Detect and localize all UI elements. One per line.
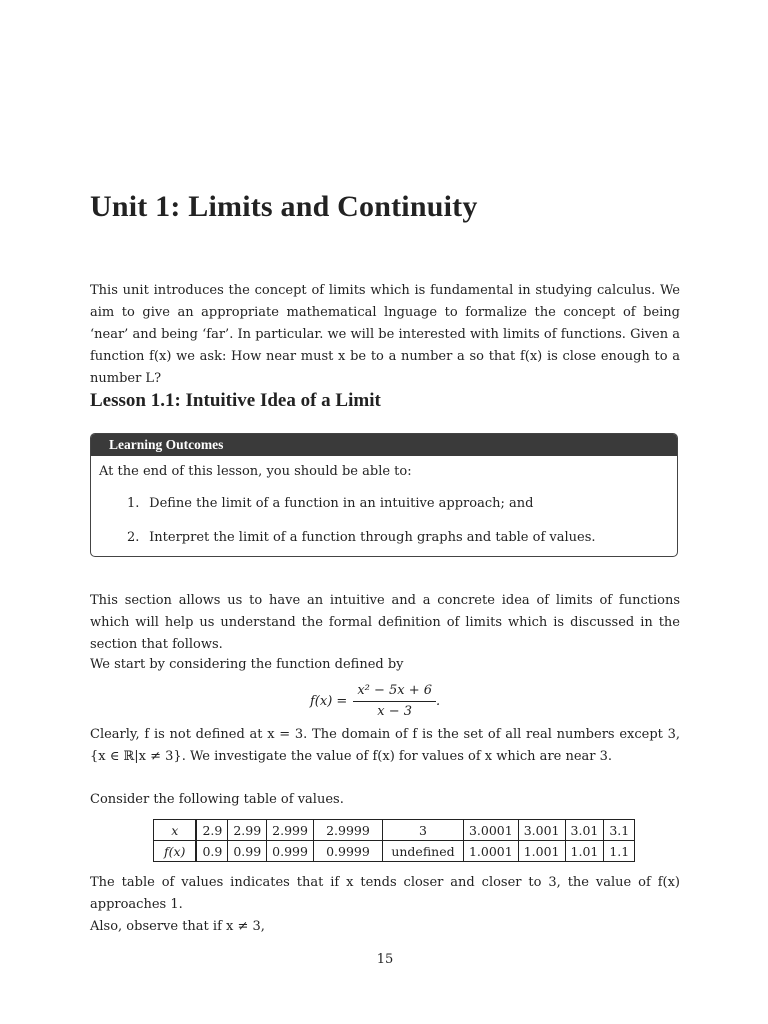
table-cell: 2.999: [267, 820, 314, 841]
table-cell: 3.01: [565, 820, 604, 841]
table-cell: 3.0001: [463, 820, 518, 841]
clearly-paragraph: Clearly, f is not defined at x = 3. The domain of f is the set of all real numbers except 3, {x ∈ ℝ|x ≠ 3}. We investigate the value of f(x) for values of x which are near 3.: [90, 727, 680, 764]
formula-fraction: [353, 683, 436, 720]
formula-end: .: [436, 694, 441, 709]
table-cell: 3.001: [518, 820, 565, 841]
intro-paragraph: This unit introduces the concept of limits which is fundamental in studying calculus. We aim to give an appropriate mathematical lnguage to formalize the concept of being ‘near’ and being ‘far’. In particular. we will be interested with limits of functions. Given a function f(x) we ask: How near must x be to a number a so that f(x) is close enough to a number L?: [90, 283, 680, 386]
formula-denominator: x − 3: [377, 704, 413, 719]
table-cell: undefined: [382, 841, 463, 862]
table-cell: 3.1: [604, 820, 635, 841]
outcome-item: [127, 494, 596, 528]
learning-outcomes-intro: At the end of this lesson, you should be able to:: [99, 464, 412, 479]
table-cell: 2.9: [196, 820, 227, 841]
formula-numerator: x² − 5x + 6: [353, 683, 436, 702]
table-cell: 1.001: [518, 841, 565, 862]
table-cell: 1.0001: [463, 841, 518, 862]
values-table: [153, 819, 635, 862]
table-cell: 0.9999: [313, 841, 382, 862]
page-number: 15: [376, 952, 394, 967]
table-cell: 1.1: [604, 841, 635, 862]
start-paragraph: We start by considering the function defined by: [90, 657, 404, 672]
table-cell: 0.999: [267, 841, 314, 862]
table-cell: 0.99: [228, 841, 267, 862]
table-cell: 1.01: [565, 841, 604, 862]
indicates-paragraph: The table of values indicates that if x tends closer and closer to 3, the value of f(x) approaches 1.: [90, 875, 680, 912]
learning-outcomes-header: Learning Outcomes: [91, 434, 677, 456]
table-cell: 2.99: [228, 820, 267, 841]
learning-outcomes-box: [90, 433, 678, 557]
table-cell: 3: [382, 820, 463, 841]
table-header-fx: f(x): [154, 841, 197, 862]
outcome-number: 1.: [127, 496, 140, 511]
section-paragraph: This section allows us to have an intuitive and a concrete idea of limits of functions which will help us understand the formal definition of limits which is discussed in the section that follows.: [90, 593, 680, 652]
consider-paragraph: Consider the following table of values.: [90, 792, 344, 807]
formula-lhs: f(x) =: [310, 694, 348, 709]
outcome-number: 2.: [127, 530, 140, 545]
function-formula: [310, 683, 440, 720]
table-row-fx: [154, 841, 635, 862]
outcome-text: Interpret the limit of a function through graphs and table of values.: [149, 530, 596, 545]
outcome-item: [127, 528, 596, 557]
learning-outcomes-list: [127, 494, 596, 557]
table-row-x: [154, 820, 635, 841]
also-paragraph: Also, observe that if x ≠ 3,: [90, 919, 265, 934]
outcome-text: Define the limit of a function in an intuitive approach; and: [149, 496, 534, 511]
lesson-title: Lesson 1.1: Intuitive Idea of a Limit: [90, 390, 381, 411]
table-header-x: x: [154, 820, 197, 841]
table-cell: 2.9999: [313, 820, 382, 841]
table-cell: 0.9: [196, 841, 227, 862]
unit-title: Unit 1: Limits and Continuity: [90, 190, 478, 223]
